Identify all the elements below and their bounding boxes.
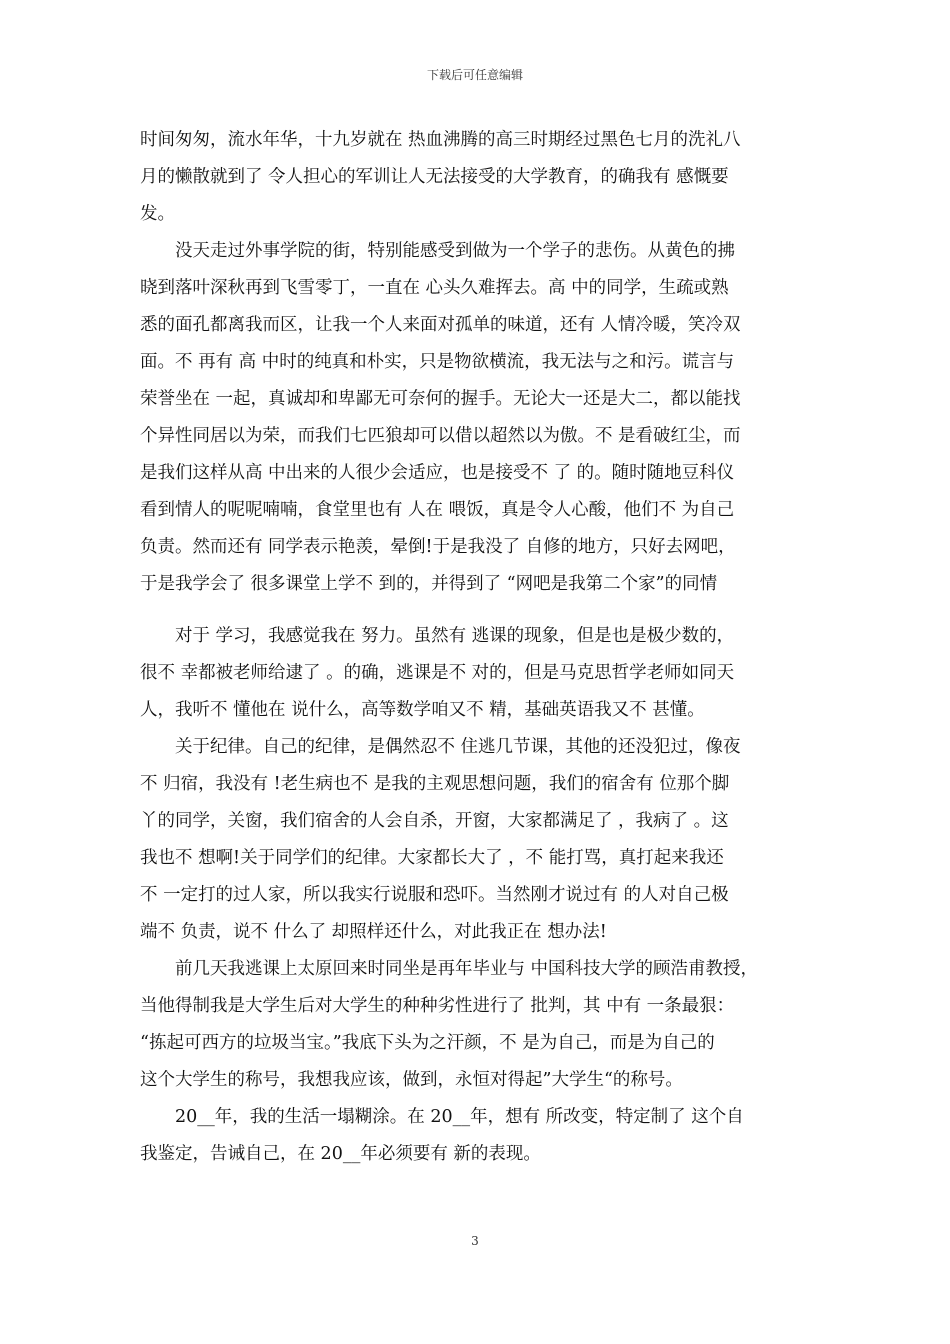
text-line: 人，我听不 懂他在 说什么，高等数学咱又不 精，基础英语我又不 甚懂。	[140, 700, 705, 720]
text-line: 很不 幸都被老师给逮了 。的确，逃课是不 对的，但是马克思哲学老师如同天	[140, 663, 735, 683]
text-line: 20__年，我的生活一塌糊涂。在 20__年，想有 所改变，特定制了 这个自	[140, 1107, 744, 1127]
text-line: 面。不 再有 高 中时的纯真和朴实，只是物欲横流，我无法与之和污。谎言与	[140, 352, 735, 372]
text-line: 我鉴定，告诫自己，在 20__年必须要有 新的表现。	[140, 1144, 541, 1164]
text-line: 当他得制我是大学生后对大学生的种种劣性进行了 批判，其 中有 一条最狠：	[140, 996, 735, 1016]
text-line: 这个大学生的称号，我想我应该，做到，永恒对得起”大学生“的称号。	[140, 1070, 683, 1090]
text-line: 不 归宿，我没有 !老生病也不 是我的主观思想问题，我们的宿舍有 位那个脚	[140, 774, 730, 794]
text-line: 我也不 想啊!关于同学们的纪律。大家都长大了 ，不 能打骂，真打起来我还	[140, 848, 724, 868]
paragraph-study	[140, 618, 812, 729]
page-header: 下载后可任意编辑	[426, 68, 523, 82]
text-line: 对于 学习，我感觉我在 努力。虽然有 逃课的现象，但是也是极少数的，	[140, 626, 735, 646]
paragraph-professor	[140, 951, 812, 1099]
text-line: 不 一定打的过人家，所以我实行说服和恐吓。当然刚才说过有 的人对自己极	[140, 885, 729, 905]
text-line: 悉的面孔都离我而区，让我一个人来面对孤单的味道，还有 人情冷暖，笑冷双	[140, 315, 741, 335]
text-line: 荣誉坐在 一起，真诚却和卑鄙无可奈何的握手。无论大一还是大二，都以能找	[140, 389, 741, 409]
paragraph-intro	[140, 122, 812, 233]
text-line: “拣起可西方的垃圾当宝。”我底下头为之汗颜，不 是为自己，而是为自己的	[140, 1033, 715, 1053]
paragraph-discipline	[140, 729, 812, 951]
text-line: 前几天我逃课上太原回来时同坐是再年毕业与 中国科技大学的顾浩甫教授，	[140, 959, 759, 979]
text-line: 月的懒散就到了 令人担心的军训让人无法接受的大学教育，的确我有 感慨要	[140, 167, 729, 187]
text-line: 是我们这样从高 中出来的人很少会适应，也是接受不 了 的。随时随地豆科仪	[140, 463, 735, 483]
text-line: 关于纪律。自己的纪律，是偶然忍不 住逃几节课，其他的还没犯过，像夜	[140, 737, 741, 757]
text-line: 晓到落叶深秋再到飞雪零丁，一直在 心头久难挥去。高 中的同学，生疏或熟	[140, 278, 729, 298]
text-line: 个异性同居以为荣，而我们七匹狼却可以借以超然以为傲。不 是看破红尘，而	[140, 426, 741, 446]
paragraph-conclusion	[140, 1099, 812, 1173]
text-line: 看到情人的呢呢喃喃，食堂里也有 人在 喂饭，真是令人心酸，他们不 为自己	[140, 500, 735, 520]
text-line: 负责。然而还有 同学表示艳羡，晕倒!于是我没了 自修的地方，只好去网吧，	[140, 537, 736, 557]
text-line: 端不 负责，说不 什么了 却照样还什么，对此我正在 想办法!	[140, 922, 607, 942]
page-number: 3	[471, 1234, 479, 1248]
text-line: 时间匆匆，流水年华，十九岁就在 热血沸腾的高三时期经过黑色七月的洗礼八	[140, 130, 741, 150]
text-line: 于是我学会了 很多课堂上学不 到的，并得到了 “网吧是我第二个家”的同情	[140, 574, 718, 594]
text-line: 发。	[140, 204, 175, 224]
text-line: 没天走过外事学院的街，特别能感受到做为一个学子的悲伤。从黄色的拂	[140, 241, 735, 261]
paragraph-street	[140, 233, 812, 603]
text-line: 丫的同学，关窗，我们宿舍的人会自杀，开窗，大家都满足了 ，我病了 。这	[140, 811, 729, 831]
